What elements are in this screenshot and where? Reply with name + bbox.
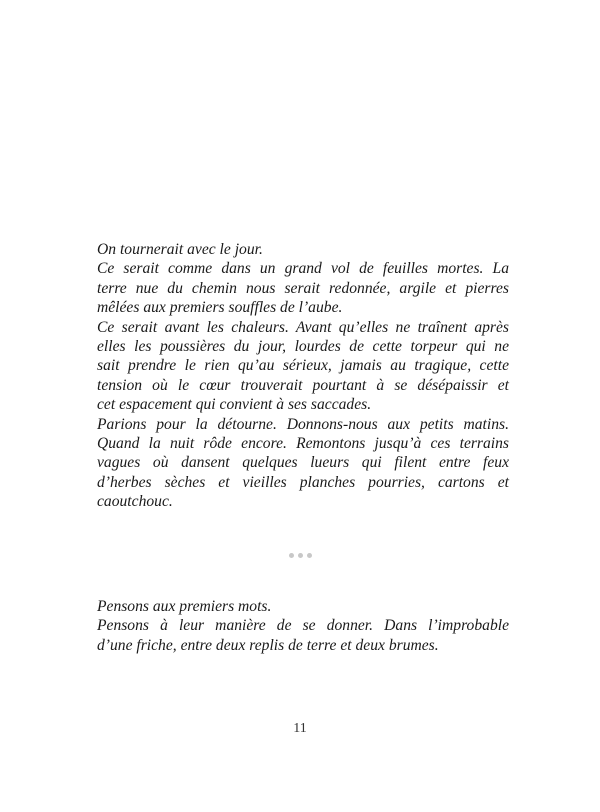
text-section-2 xyxy=(97,597,509,655)
text-line: caoutchouc. xyxy=(97,493,173,511)
separator-dot xyxy=(289,553,294,558)
text-line: tension où le cœur trouverait pourtant à se désépaissir et xyxy=(97,376,509,394)
text-section-1 xyxy=(97,240,509,512)
separator-dot xyxy=(298,553,303,558)
text-line: Ce serait avant les chaleurs. Avant qu’elles ne traînent après xyxy=(97,318,509,336)
text-line: Pensons à leur manière de se donner. Dans l’improbable xyxy=(97,617,509,635)
text-line: elles les poussières du jour, lourdes de cette torpeur qui ne xyxy=(97,338,509,356)
text-line: Ce serait comme dans un grand vol de feuilles mortes. La xyxy=(97,260,509,278)
text-line: d’herbes sèches et vieilles planches pourries, cartons et xyxy=(97,473,509,491)
separator-dot xyxy=(307,553,312,558)
text-line: sait prendre le rien qu’au sérieux, jamais au tragique, cette xyxy=(97,357,509,375)
text-line: d’une friche, entre deux replis de terre et deux brumes. xyxy=(97,636,439,654)
text-line: On tournerait avec le jour. xyxy=(97,241,263,258)
text-line: vagues où dansent quelques lueurs qui filent entre feux xyxy=(97,454,509,472)
page-number: 11 xyxy=(293,721,307,736)
text-line: cet espacement qui convient à ses saccades. xyxy=(97,396,372,414)
text-line: Parions pour la détourne. Donnons-nous aux petits matins. xyxy=(97,415,509,433)
text-line: Pensons aux premiers mots. xyxy=(97,598,272,615)
text-line: Quand la nuit rôde encore. Remontons jusqu’à ces terrains xyxy=(97,435,509,453)
text-line: terre nue du chemin nous serait redonnée, argile et pierres xyxy=(97,279,509,297)
text-line: mêlées aux premiers souffles de l’aube. xyxy=(97,299,343,317)
section-separator xyxy=(0,553,600,558)
